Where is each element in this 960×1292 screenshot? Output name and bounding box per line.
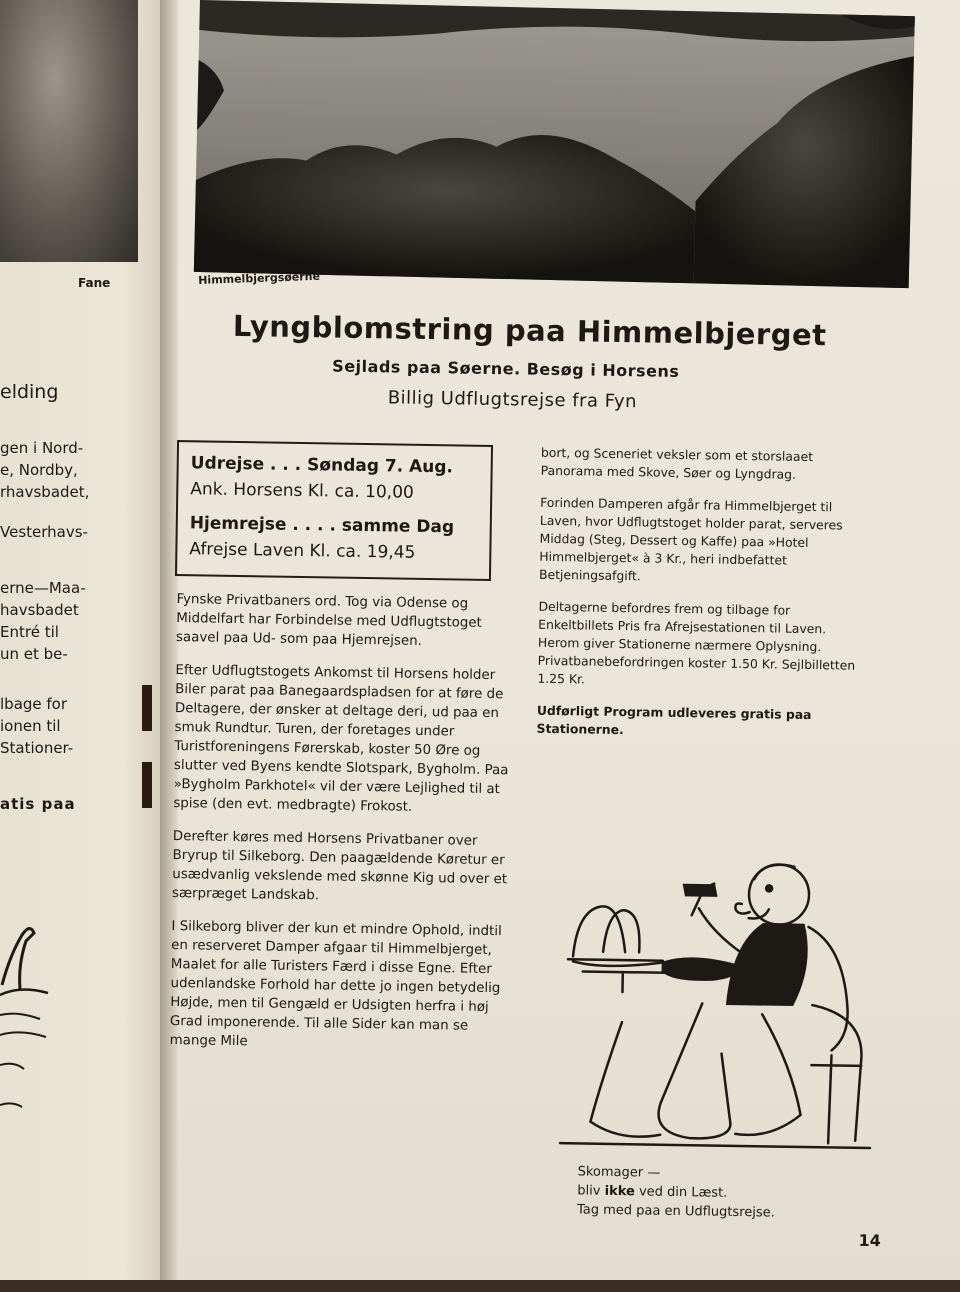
left-text-fragment: Entré til [0, 623, 59, 641]
return-departure-row: Afrejse Laven Kl. ca. 19,45 [189, 539, 416, 563]
left-text-fragment: elding [0, 381, 59, 403]
left-photo-caption: Fane [78, 276, 111, 290]
paragraph: Forinden Damperen afgår fra Himmelbjerget til Laven, hvor Udflugtstoget holder parat, serveres Middag (Steg, Dessert og Kaffe) paa »Hotel Himmelbjerget« à 3 Kr., heri indbefattet Betjeningsafgift. [538, 494, 843, 584]
left-text-fragment: e, Nordby, [0, 461, 78, 479]
article-tagline: Billig Udflugtsrejse fra Fyn [387, 387, 638, 413]
binding-stitch [142, 762, 152, 808]
paragraph: Deltagerne befordres frem og tilbage for Enkeltbillets Pris fra Afrejsestationen til Laven. Herom giver Stationerne nærmere Oplysning. Privatbanebefordringen koster 1.50 Kr. Sejlbilletten 1.25 Kr. [537, 598, 856, 687]
photo-caption: Himmelbjergsøerne [198, 269, 321, 287]
caption-text: ved din Læst. [634, 1184, 728, 1201]
right-text-column [536, 444, 871, 757]
paragraph: Fynske Privatbaners ord. Tog via Odense og Middelfart har Forbindelse med Udflugtstoget saavel paa Ud- som paa Hjemrejsen. [175, 592, 482, 649]
left-text-column [169, 590, 516, 1069]
departure-row: Udrejse . . . Søndag 7. Aug. [190, 453, 454, 478]
left-text-fragment: gen i Nord- [0, 439, 84, 457]
article-subtitle: Sejlads paa Søerne. Besøg i Horsens [332, 356, 680, 381]
cartoon-caption [577, 1162, 776, 1222]
article [158, 0, 960, 1292]
paragraph: Efter Udflugtstogets Ankomst til Horsens holder Biler parat paa Banegaardspladsen for at føre de Deltagere, der ønsker at deltage deri, ud paa en smuk Rundtur. Turen, der foretages under Turistforeningens Førerskab, koster 50 Øre og slutter ved Byens kendte Slotspark, Bygholm. Paa »Bygholm Parkhotel« vil der være Lejlighed til at spise (den evt. medbragte) Frokost. [173, 663, 509, 815]
left-text-fragment: havsbadet [0, 601, 79, 619]
left-text-fragment: rhavsbadet, [0, 483, 90, 501]
paragraph: Derefter køres med Horsens Privatbaner over Bryrup til Silkeborg. Den paagældende Køretur er usædvanlig vekslende med skønne Kig ud over et særpræget Landskab. [171, 829, 508, 904]
arrival-row: Ank. Horsens Kl. ca. 10,00 [190, 479, 414, 503]
paragraph: I Silkeborg bliver der kun et mindre Ophold, indtil en reserveret Damper afgaar til Himmelbjerget, Maalet for alle Turisters Færd i disse Egne. Efter udenlandske Forhold har dette jo ingen betydelig Højde, men til Gengæld er Udsigten herfra i høj Grad imponerende. Til alle Sider kan man se mange Mile [169, 919, 502, 1050]
left-text-fragment: erne—Maa- [0, 579, 86, 597]
program-note: Udførligt Program udleveres gratis paa Stationerne. [536, 702, 812, 738]
left-text-fragment: Stationer- [0, 739, 74, 757]
binding-stitch [142, 685, 152, 731]
page-number: 14 [858, 1230, 882, 1251]
left-text-fragment: ionen til [0, 717, 61, 735]
left-text-fragment: lbage for [0, 695, 68, 713]
caption-emphasis: ikke [604, 1183, 635, 1200]
left-page-drawing [0, 915, 60, 1125]
left-page [0, 0, 175, 1280]
paragraph: bort, og Sceneriet veksler som et storslaaet Panorama med Skove, Søer og Lyngdrag. [540, 444, 814, 482]
left-text-fragment: un et be- [0, 645, 68, 663]
left-page-photo [0, 0, 138, 262]
left-text-fragment: Vesterhavs- [0, 523, 88, 541]
shoemaker-cartoon [560, 851, 885, 1156]
article-title: Lyngblomstring paa Himmelbjerget [232, 308, 827, 353]
left-text-fragment: atis paa [0, 795, 76, 813]
return-row: Hjemrejse . . . . samme Dag [189, 513, 455, 538]
schedule-box [175, 440, 493, 581]
caption-text: bliv [577, 1183, 605, 1199]
caption-line: Tag med paa en Udflugtsrejse. [576, 1202, 775, 1221]
caption-line: Skomager — [577, 1164, 661, 1181]
right-page [169, 0, 960, 1280]
